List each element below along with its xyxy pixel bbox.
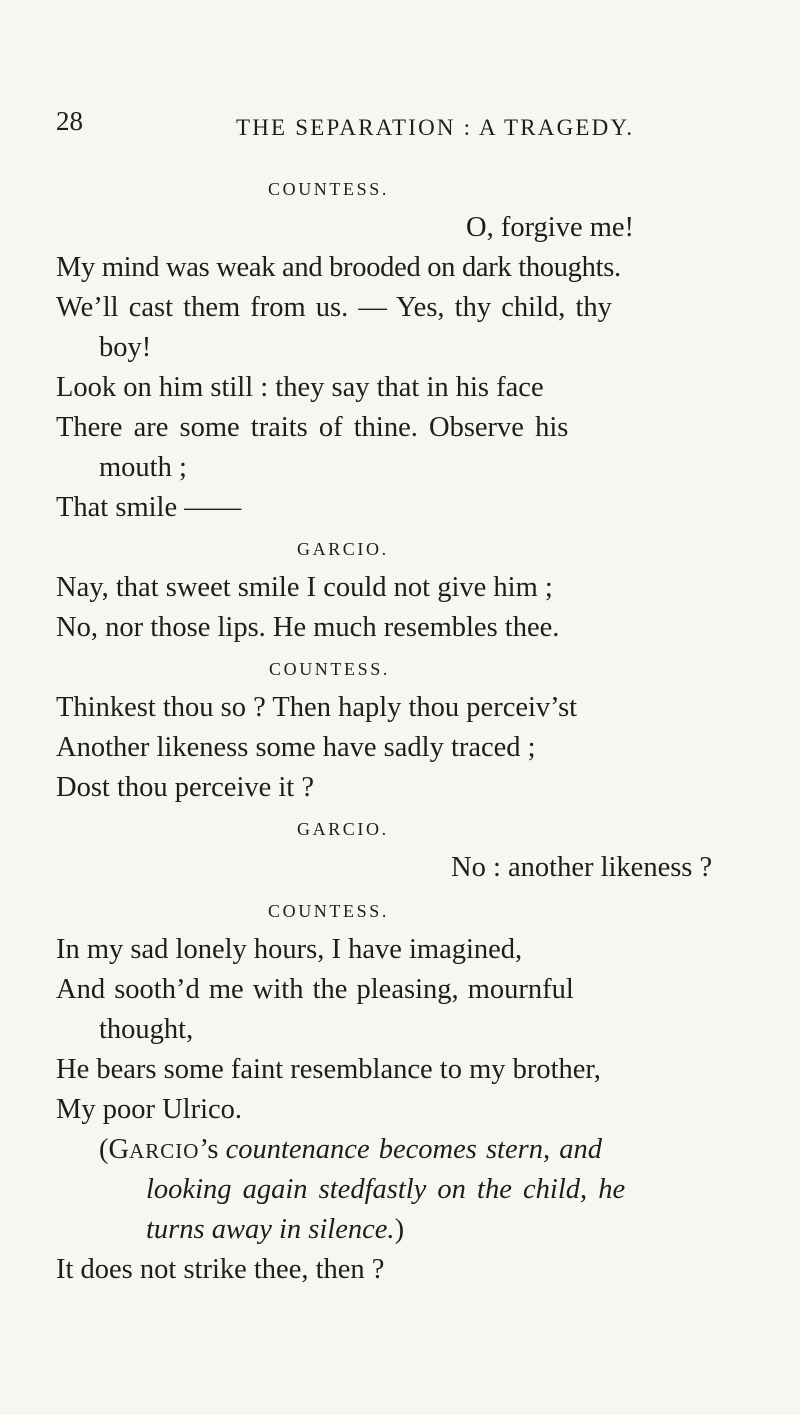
character-name-rest: ARCIO	[129, 1139, 200, 1163]
verse-line: Thinkest thou so ? Then haply thou perceiv’st	[56, 692, 578, 723]
verse-line: Dost thou perceive it ?	[56, 772, 315, 803]
speaker-garcio: GARCIO.	[297, 819, 389, 839]
verse-line: We’ll cast them from us. — Yes, thy child, thy	[56, 292, 612, 323]
verse-line: O, forgive me!	[466, 212, 635, 243]
verse-line: boy!	[99, 332, 152, 363]
verse-line: Another likeness some have sadly traced ;	[56, 732, 536, 763]
verse-line: My poor Ulrico.	[56, 1094, 243, 1125]
stage-direction-text: turns away in silence.	[146, 1214, 395, 1245]
speaker-countess: COUNTESS.	[268, 901, 389, 921]
verse-line: thought,	[99, 1014, 194, 1045]
speaker-countess: COUNTESS.	[269, 659, 390, 679]
stage-direction	[99, 1136, 602, 1165]
stage-direction-text: countenance becomes stern, and	[225, 1134, 602, 1165]
speaker-countess: COUNTESS.	[268, 179, 389, 199]
speaker-garcio: GARCIO.	[297, 539, 389, 559]
verse-line: No : another likeness ?	[451, 852, 713, 883]
verse-line: It does not strike thee, then ?	[56, 1254, 385, 1285]
verse-line: Look on him still : they say that in his face	[56, 372, 544, 403]
verse-line: Nay, that sweet smile I could not give him ;	[56, 572, 553, 603]
character-name-suffix: ’s	[199, 1134, 219, 1165]
stage-direction-close: )	[394, 1214, 405, 1245]
verse-line: No, nor those lips. He much resembles thee.	[56, 612, 560, 643]
stage-direction-open: (	[99, 1134, 109, 1165]
verse-line: There are some traits of thine. Observe his	[56, 412, 569, 443]
running-title: THE SEPARATION : A TRAGEDY.	[236, 115, 635, 140]
page-number: 28	[56, 106, 83, 136]
verse-line: mouth ;	[99, 452, 187, 483]
verse-line: He bears some faint resemblance to my brother,	[56, 1054, 601, 1085]
verse-line: My mind was weak and brooded on dark thoughts.	[56, 252, 621, 283]
character-name-initial: G	[108, 1134, 130, 1165]
verse-line: That smile ——	[56, 492, 242, 523]
verse-line: In my sad lonely hours, I have imagined,	[56, 934, 523, 965]
stage-direction-text: looking again stedfastly on the child, he	[146, 1174, 626, 1205]
verse-line: And sooth’d me with the pleasing, mournful	[56, 974, 574, 1005]
